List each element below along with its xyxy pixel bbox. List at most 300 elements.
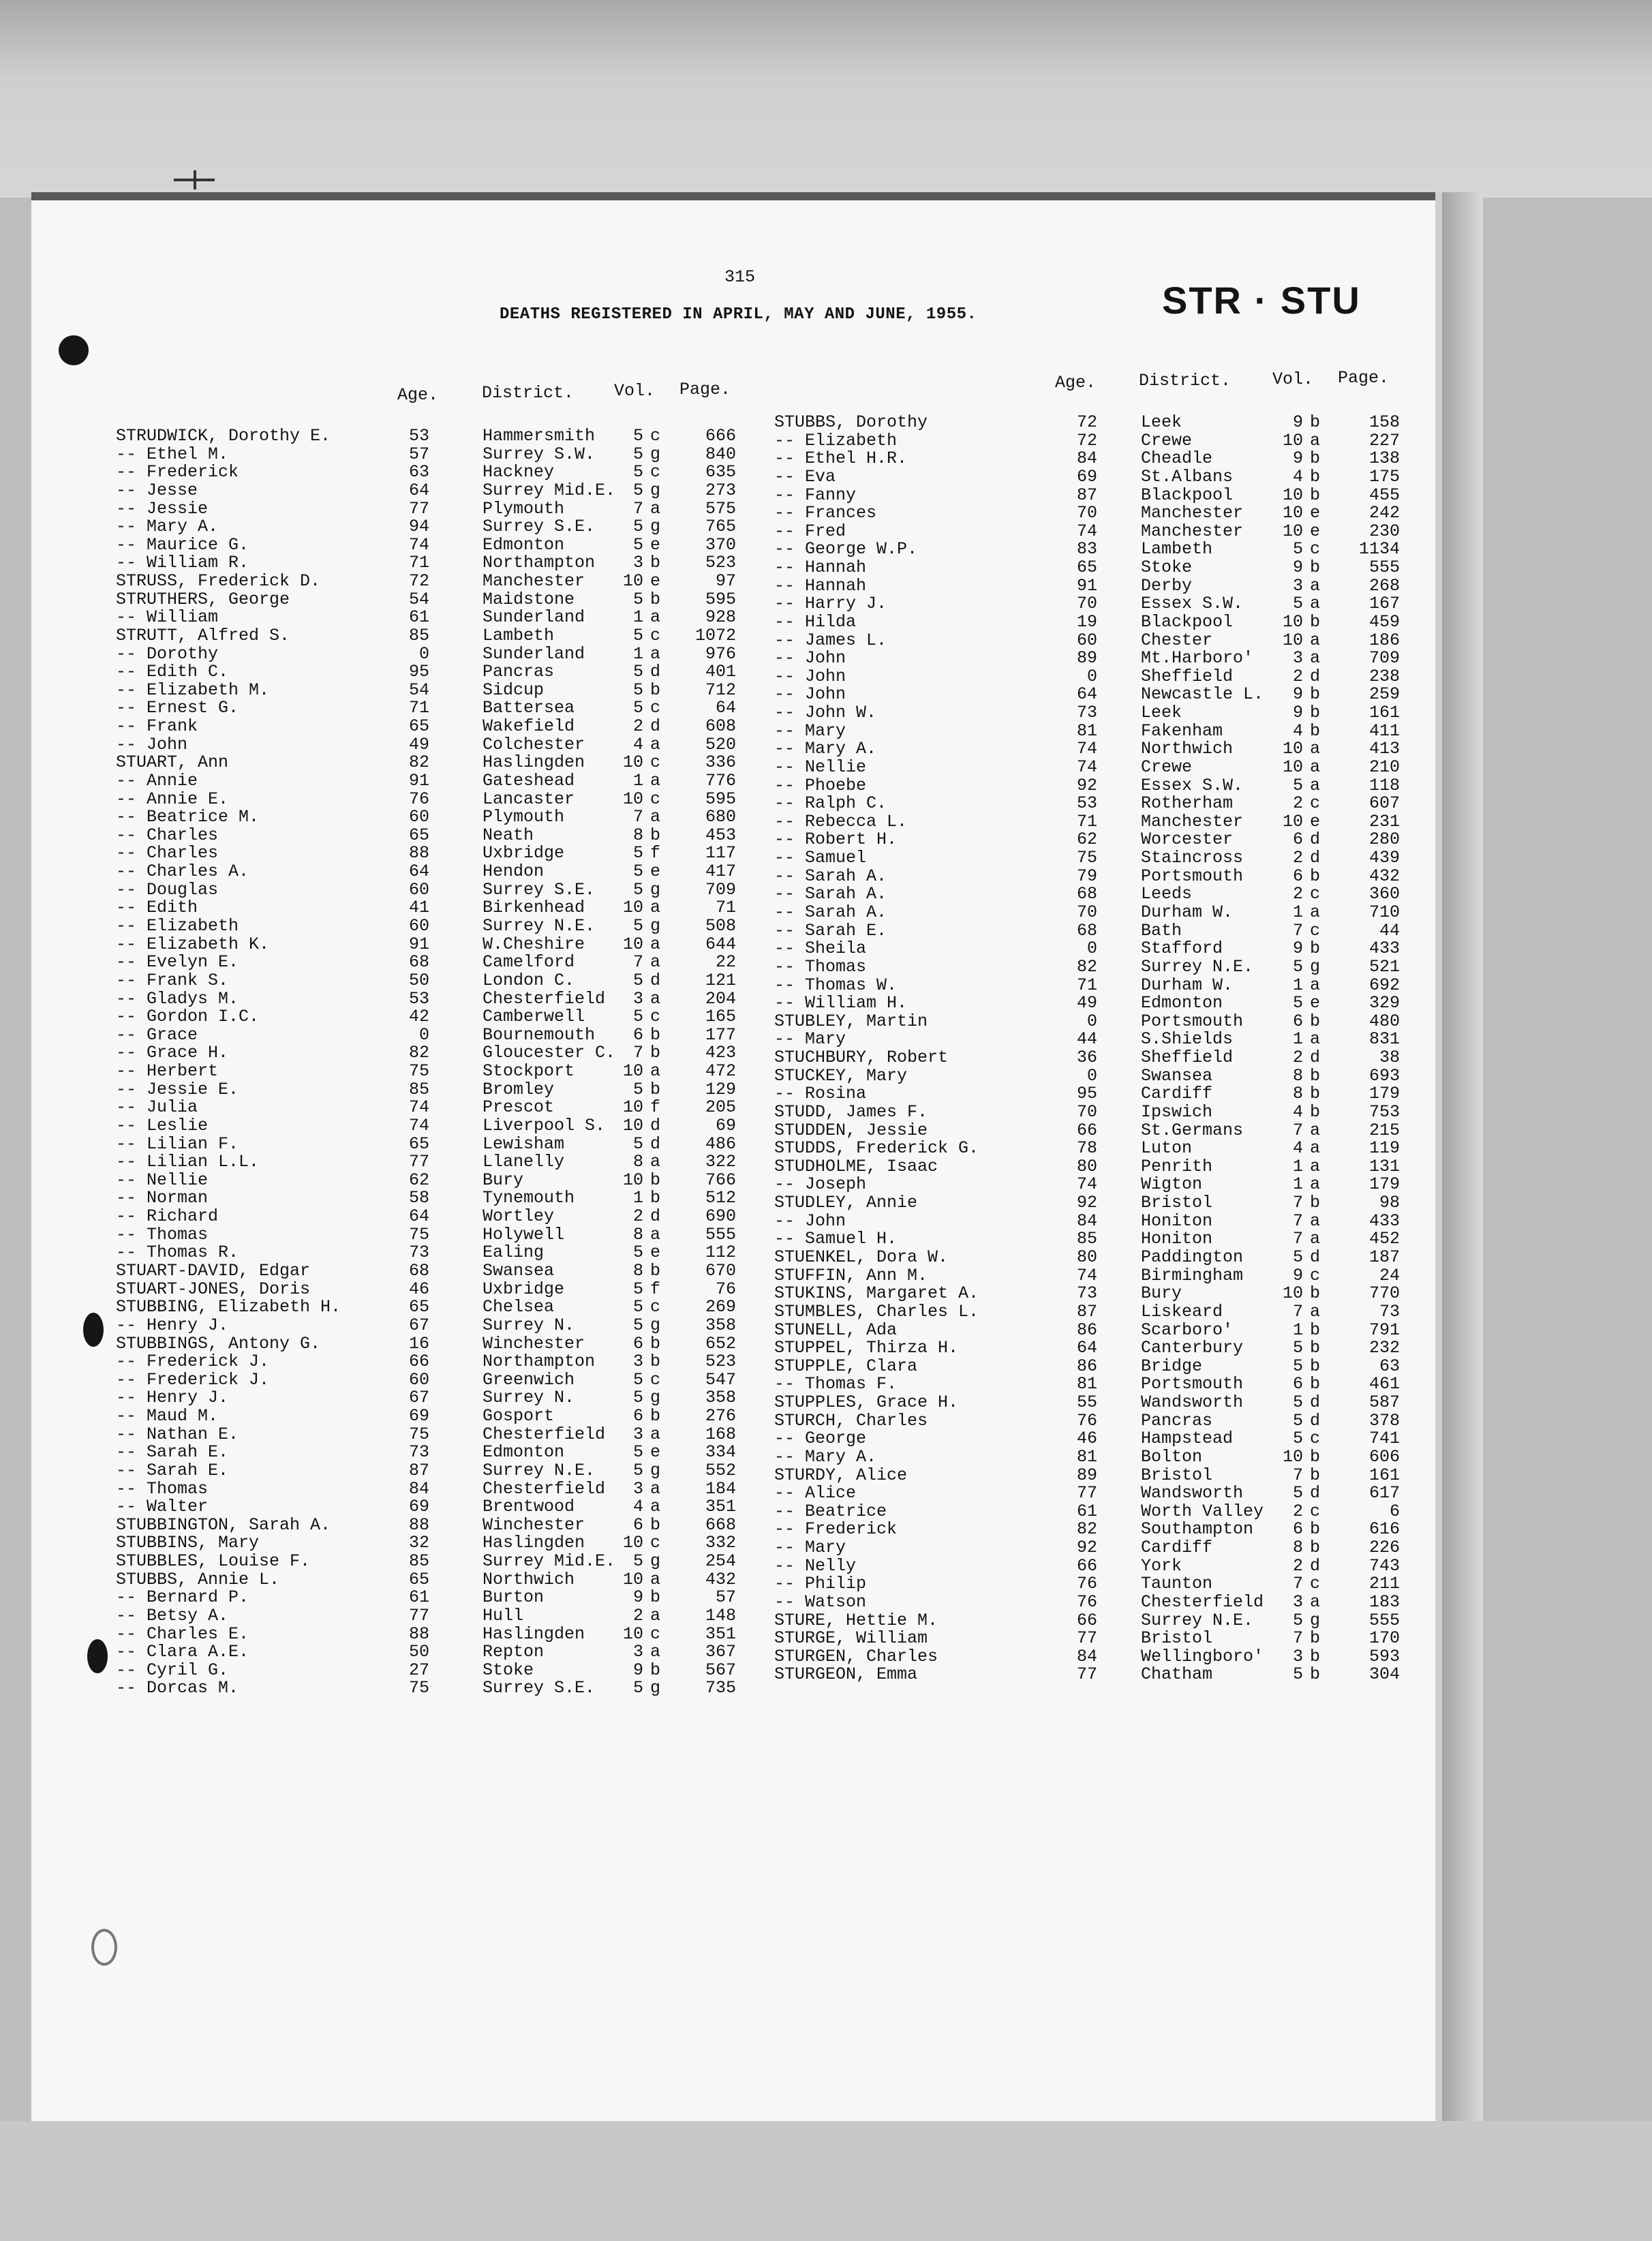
entry-page: 63	[1379, 1356, 1400, 1376]
entry-age: 16	[408, 1333, 429, 1354]
register-entry	[116, 1007, 736, 1027]
entry-page: 238	[1368, 666, 1400, 686]
entry-age: 66	[1076, 1120, 1097, 1140]
entry-page: 776	[705, 770, 736, 791]
entry-volume-letter: c	[1310, 539, 1321, 560]
entry-name: STUBBINGTON, Sarah A.	[116, 1514, 331, 1535]
entry-volume: 10	[1282, 1446, 1303, 1467]
entry-volume-letter: a	[650, 1224, 661, 1245]
entry-volume: 1	[632, 770, 643, 791]
entry-district: Chatham	[1141, 1664, 1213, 1685]
entry-page: 644	[705, 934, 736, 954]
entry-volume: 5	[632, 1079, 643, 1099]
register-entry	[774, 1248, 1408, 1266]
entry-district: Chesterfield	[483, 1478, 606, 1499]
entry-volume-letter: c	[650, 1623, 661, 1644]
entry-volume: 6	[1292, 1011, 1303, 1031]
right-header-vol: Vol.	[1272, 369, 1314, 389]
entry-volume: 5	[1292, 1338, 1303, 1358]
entry-volume: 3	[632, 988, 643, 1009]
entry-district: Essex S.W.	[1141, 775, 1244, 795]
register-entry	[774, 1103, 1408, 1121]
entry-page: 595	[705, 789, 736, 809]
register-entry	[774, 958, 1408, 976]
entry-age: 73	[408, 1442, 429, 1463]
entry-age: 77	[408, 1152, 429, 1172]
entry-volume: 4	[1292, 720, 1303, 741]
entry-volume: 9	[632, 1587, 643, 1608]
entry-district: Swansea	[1141, 1065, 1213, 1086]
entry-name: -- Beatrice	[774, 1501, 887, 1521]
entry-district: Chesterfield	[483, 988, 606, 1009]
entry-volume: 5	[1292, 1664, 1303, 1685]
entry-name: STUBBS, Dorothy	[774, 412, 928, 432]
entry-name: STUNELL, Ada	[774, 1320, 898, 1340]
entry-age: 66	[408, 1352, 429, 1372]
entry-name: -- Frederick J.	[116, 1369, 270, 1390]
entry-district: Chelsea	[483, 1297, 555, 1317]
entry-page: 766	[705, 1170, 736, 1190]
entry-name: -- John	[116, 734, 188, 754]
entry-name: -- Charles A.	[116, 862, 249, 882]
register-entry	[774, 1339, 1408, 1357]
entry-age: 69	[408, 1406, 429, 1427]
entry-age: 49	[1076, 993, 1097, 1013]
register-entry	[116, 571, 736, 592]
entry-name: -- William	[116, 607, 219, 628]
entry-district: Lambeth	[483, 625, 555, 645]
entry-volume: 10	[622, 898, 643, 918]
entry-volume: 1	[632, 643, 643, 664]
entry-volume: 5	[1292, 1410, 1303, 1431]
entry-volume: 8	[1292, 1084, 1303, 1104]
entry-district: Penrith	[1141, 1156, 1213, 1176]
entry-volume-letter: a	[650, 1605, 661, 1626]
entry-age: 92	[1076, 1193, 1097, 1213]
entry-age: 81	[1076, 1374, 1097, 1394]
entry-volume: 5	[1292, 1483, 1303, 1504]
entry-volume-letter: b	[650, 553, 661, 573]
entry-name: -- William R.	[116, 553, 249, 573]
entry-name: -- Hannah	[774, 575, 867, 596]
entry-volume-letter: b	[1310, 448, 1321, 469]
entry-name: -- Evelyn E.	[116, 952, 239, 973]
entry-volume: 9	[1292, 412, 1303, 432]
entry-volume-letter: a	[1310, 630, 1321, 650]
entry-page: 22	[715, 952, 736, 973]
entry-volume-letter: b	[650, 825, 661, 845]
entry-volume-letter: d	[650, 1206, 661, 1227]
entry-volume-letter: b	[1310, 1011, 1321, 1031]
entry-age: 74	[408, 534, 429, 555]
register-entry	[116, 716, 736, 737]
entry-age: 65	[408, 1297, 429, 1317]
register-entry	[774, 631, 1408, 650]
entry-name: -- John W.	[774, 703, 877, 723]
entry-age: 61	[408, 607, 429, 628]
entry-name: -- Elizabeth K.	[116, 934, 270, 954]
entry-age: 82	[1076, 1519, 1097, 1540]
entry-age: 64	[408, 1206, 429, 1227]
entry-volume: 1	[1292, 1029, 1303, 1050]
entry-volume-letter: a	[650, 1642, 661, 1662]
entry-district: Edmonton	[483, 1442, 565, 1463]
entry-volume: 7	[1292, 920, 1303, 941]
entry-volume: 5	[632, 1297, 643, 1317]
entry-volume: 2	[1292, 666, 1303, 686]
entry-page: 138	[1368, 448, 1400, 469]
entry-volume-letter: d	[1310, 848, 1321, 868]
entry-district: Durham W.	[1141, 902, 1234, 922]
entry-volume: 8	[632, 1152, 643, 1172]
entry-age: 88	[408, 1623, 429, 1644]
scan-background-bottom	[0, 2121, 1652, 2241]
entry-district: Holywell	[483, 1224, 565, 1245]
entry-name: -- Rosina	[774, 1084, 867, 1104]
entry-name: -- Ethel M.	[116, 444, 229, 464]
entry-district: Surrey N.E.	[1141, 956, 1254, 977]
entry-district: Prescot	[483, 1097, 555, 1118]
entry-age: 81	[1076, 1446, 1097, 1467]
entry-volume-letter: a	[650, 734, 661, 754]
entry-volume-letter: f	[650, 843, 661, 864]
entry-page: 183	[1368, 1591, 1400, 1612]
entry-volume-letter: e	[650, 862, 661, 882]
entry-volume: 2	[1292, 848, 1303, 868]
register-entry	[116, 1043, 736, 1063]
entry-age: 78	[1076, 1138, 1097, 1159]
entry-volume: 5	[632, 1315, 643, 1335]
entry-name: STUFFIN, Ann M.	[774, 1265, 928, 1285]
entry-page: 432	[1368, 866, 1400, 886]
entry-volume-letter: b	[1310, 939, 1321, 959]
entry-volume-letter: b	[1310, 866, 1321, 886]
register-entry	[774, 1357, 1408, 1375]
entry-volume-letter: b	[1310, 720, 1321, 741]
entry-page: 417	[705, 862, 736, 882]
entry-age: 81	[1076, 720, 1097, 741]
entry-page: 433	[1368, 1210, 1400, 1231]
entry-age: 27	[408, 1660, 429, 1680]
entry-age: 74	[1076, 1174, 1097, 1195]
entry-volume-letter: c	[1310, 1574, 1321, 1594]
entry-page: 205	[705, 1097, 736, 1118]
entry-volume-letter: a	[650, 643, 661, 664]
entry-age: 85	[1076, 1229, 1097, 1249]
entry-volume-letter: a	[1310, 775, 1321, 795]
entry-name: -- Hannah	[774, 558, 867, 578]
entry-age: 94	[408, 517, 429, 537]
entry-age: 74	[1076, 757, 1097, 777]
register-entry	[116, 1642, 736, 1662]
entry-district: Rotherham	[1141, 793, 1234, 814]
entry-page: 227	[1368, 430, 1400, 451]
entry-volume-letter: e	[650, 1243, 661, 1263]
entry-district: St.Germans	[1141, 1120, 1244, 1140]
entry-district: Manchester	[1141, 521, 1244, 541]
register-entry	[774, 1647, 1408, 1666]
entry-page: 670	[705, 1260, 736, 1281]
entry-district: Pancras	[483, 662, 555, 682]
entry-volume-letter: c	[650, 698, 661, 718]
register-entry	[774, 431, 1408, 450]
entry-district: Fakenham	[1141, 720, 1223, 741]
entry-volume: 10	[622, 752, 643, 773]
entry-page: 351	[705, 1623, 736, 1644]
register-entry	[774, 1012, 1408, 1031]
entry-page: 44	[1379, 920, 1400, 941]
entry-name: STUDDEN, Jessie	[774, 1120, 928, 1140]
entry-page: 131	[1368, 1156, 1400, 1176]
entry-volume: 5	[632, 662, 643, 682]
entry-name: -- Frank	[116, 716, 198, 737]
entry-age: 61	[1076, 1501, 1097, 1521]
register-entry	[116, 680, 736, 700]
entry-volume: 5	[632, 444, 643, 464]
entry-district: Surrey N.	[483, 1388, 575, 1408]
entry-volume: 5	[632, 480, 643, 500]
register-entry	[116, 970, 736, 990]
entry-district: Manchester	[1141, 811, 1244, 832]
register-entry	[116, 752, 736, 773]
register-entry	[116, 1442, 736, 1463]
entry-name: STUKINS, Margaret A.	[774, 1283, 979, 1304]
entry-volume: 10	[622, 1115, 643, 1135]
entry-district: Portsmouth	[1141, 1011, 1244, 1031]
entry-name: -- Hilda	[774, 611, 857, 632]
entry-page: 555	[1368, 1610, 1400, 1630]
entry-name: -- Leslie	[116, 1115, 209, 1135]
entry-volume: 10	[1282, 485, 1303, 505]
entry-age: 76	[1076, 1574, 1097, 1594]
entry-district: Paddington	[1141, 1247, 1244, 1267]
entry-page: 97	[715, 571, 736, 592]
entry-age: 64	[1076, 1338, 1097, 1358]
entry-name: -- William H.	[774, 993, 908, 1013]
entry-page: 351	[705, 1497, 736, 1517]
entry-volume-letter: b	[650, 1660, 661, 1680]
entry-district: Repton	[483, 1642, 545, 1662]
entry-volume: 5	[632, 1460, 643, 1480]
entry-district: Stafford	[1141, 939, 1223, 959]
entry-page: 210	[1368, 757, 1400, 777]
entry-district: Brentwood	[483, 1497, 575, 1517]
entry-volume: 9	[1292, 448, 1303, 469]
entry-page: 606	[1368, 1446, 1400, 1467]
entry-page: 170	[1368, 1628, 1400, 1649]
entry-name: -- Sarah A.	[774, 902, 887, 922]
entry-name: -- Mary	[774, 1029, 846, 1050]
register-entry	[774, 1611, 1408, 1630]
entry-volume-letter: a	[650, 607, 661, 628]
entry-volume: 5	[632, 1007, 643, 1027]
entry-district: Northwich	[483, 1569, 575, 1589]
register-entry	[774, 1121, 1408, 1140]
entry-volume-letter: a	[1310, 594, 1321, 614]
entry-age: 0	[1086, 939, 1097, 959]
entry-volume: 10	[1282, 739, 1303, 759]
entry-name: -- Frank S.	[116, 970, 229, 990]
entry-age: 87	[408, 1460, 429, 1480]
entry-volume: 10	[622, 1623, 643, 1644]
register-entry	[774, 522, 1408, 540]
entry-district: Honiton	[1141, 1229, 1213, 1249]
entry-volume-letter: g	[650, 1460, 661, 1480]
entry-name: -- Harry J.	[774, 594, 887, 614]
entry-volume: 5	[1292, 594, 1303, 614]
entry-volume-letter: a	[1310, 648, 1321, 669]
entry-age: 84	[1076, 448, 1097, 469]
register-entry	[116, 1133, 736, 1154]
entry-name: -- Grace	[116, 1024, 198, 1045]
register-entry	[774, 1484, 1408, 1502]
register-entry	[774, 1593, 1408, 1611]
entry-district: Greenwich	[483, 1369, 575, 1390]
entry-district: Hendon	[483, 862, 545, 882]
entry-volume: 4	[632, 1497, 643, 1517]
entry-page: 552	[705, 1460, 736, 1480]
entry-district: Stoke	[483, 1660, 534, 1680]
entry-name: -- Charles	[116, 843, 219, 864]
entry-district: Liskeard	[1141, 1301, 1223, 1322]
entry-name: -- Dorothy	[116, 643, 219, 664]
entry-district: Bridge	[1141, 1356, 1203, 1376]
entry-page: 57	[715, 1587, 736, 1608]
entry-page: 168	[705, 1424, 736, 1444]
entry-name: -- Thomas R.	[116, 1243, 239, 1263]
entry-page: 712	[705, 680, 736, 700]
entry-page: 976	[705, 643, 736, 664]
entry-name: -- Philip	[774, 1574, 867, 1594]
entry-volume: 5	[632, 1369, 643, 1390]
entry-volume: 7	[632, 498, 643, 519]
entry-district: Sheffield	[1141, 666, 1234, 686]
entry-page: 411	[1368, 720, 1400, 741]
entry-volume-letter: d	[650, 970, 661, 990]
entry-district: Bristol	[1141, 1193, 1213, 1213]
entry-page: 472	[705, 1061, 736, 1082]
entry-page: 165	[705, 1007, 736, 1027]
entry-volume-letter: a	[650, 988, 661, 1009]
entry-age: 76	[1076, 1410, 1097, 1431]
entry-name: -- Lilian F.	[116, 1133, 239, 1154]
entry-volume-letter: b	[1310, 1646, 1321, 1666]
entry-district: Staincross	[1141, 848, 1244, 868]
register-entry	[116, 1188, 736, 1208]
entry-district: Haslingden	[483, 1623, 585, 1644]
entry-page: 709	[705, 879, 736, 900]
entry-age: 91	[408, 770, 429, 791]
entry-volume: 5	[632, 862, 643, 882]
entry-district: Canterbury	[1141, 1338, 1244, 1358]
entry-name: -- Jesse	[116, 480, 198, 500]
punch-hole-1	[59, 335, 89, 365]
entry-district: Colchester	[483, 734, 585, 754]
entry-volume: 9	[1292, 703, 1303, 723]
entry-name: STRUTHERS, George	[116, 589, 290, 609]
entry-name: STUBLEY, Martin	[774, 1011, 928, 1031]
entry-age: 66	[1076, 1610, 1097, 1630]
entry-age: 77	[1076, 1664, 1097, 1685]
entry-volume: 7	[1292, 1120, 1303, 1140]
entry-page: 184	[705, 1478, 736, 1499]
register-entry	[774, 703, 1408, 722]
entry-volume-letter: g	[650, 1388, 661, 1408]
entry-name: -- Elizabeth	[774, 430, 898, 451]
entry-page: 161	[1368, 1465, 1400, 1485]
entry-age: 75	[408, 1424, 429, 1444]
entry-volume: 1	[1292, 1320, 1303, 1340]
entry-volume: 6	[632, 1406, 643, 1427]
entry-district: Edmonton	[483, 534, 565, 555]
entry-name: STUART, Ann	[116, 752, 229, 773]
entry-district: Cardiff	[1141, 1538, 1213, 1558]
entry-name: -- Edith	[116, 898, 198, 918]
entry-page: 280	[1368, 829, 1400, 850]
entry-age: 74	[1076, 739, 1097, 759]
register-entry	[116, 770, 736, 791]
entry-page: 831	[1368, 1029, 1400, 1050]
entry-district: Scarboro'	[1141, 1320, 1234, 1340]
entry-name: STURDY, Alice	[774, 1465, 908, 1485]
entry-volume: 10	[1282, 811, 1303, 832]
register-entry	[774, 1175, 1408, 1193]
entry-age: 60	[408, 1369, 429, 1390]
register-entry	[116, 1097, 736, 1118]
entry-district: Liverpool S.	[483, 1115, 606, 1135]
entry-page: 743	[1368, 1555, 1400, 1576]
entry-district: Bath	[1141, 920, 1182, 941]
register-entry	[774, 685, 1408, 703]
entry-page: 616	[1368, 1519, 1400, 1540]
entry-district: Essex S.W.	[1141, 594, 1244, 614]
entry-volume: 10	[1282, 503, 1303, 523]
entry-volume-letter: b	[650, 1514, 661, 1535]
register-entry	[116, 1079, 736, 1099]
entry-volume: 7	[1292, 1574, 1303, 1594]
entry-page: 269	[705, 1297, 736, 1317]
entry-volume: 5	[632, 462, 643, 483]
entry-age: 54	[408, 589, 429, 609]
entry-district: Plymouth	[483, 807, 565, 827]
register-entry	[116, 1569, 736, 1589]
entry-volume-letter: a	[650, 1497, 661, 1517]
entry-district: Sidcup	[483, 680, 545, 700]
entry-volume-letter: b	[1310, 1283, 1321, 1304]
entry-volume-letter: f	[650, 1097, 661, 1118]
entry-age: 87	[1076, 485, 1097, 505]
entry-name: -- Annie E.	[116, 789, 229, 809]
entry-volume-letter: b	[1310, 703, 1321, 723]
entry-district: Gosport	[483, 1406, 555, 1427]
entry-volume: 5	[632, 534, 643, 555]
register-entry	[774, 1665, 1408, 1683]
entry-page: 204	[705, 988, 736, 1009]
entry-page: 459	[1368, 611, 1400, 632]
register-entry	[774, 667, 1408, 686]
entry-volume-letter: a	[1310, 1210, 1321, 1231]
entry-name: STUDLEY, Annie	[774, 1193, 918, 1213]
register-entry	[774, 1193, 1408, 1212]
entry-name: -- Samuel H.	[774, 1229, 898, 1249]
entry-district: Taunton	[1141, 1574, 1213, 1594]
entry-name: STRUSS, Frederick D.	[116, 571, 321, 592]
entry-district: Winchester	[483, 1514, 585, 1535]
register-entry	[116, 444, 736, 464]
entry-volume-letter: d	[1310, 1410, 1321, 1431]
entry-name: -- Sarah E.	[774, 920, 887, 941]
register-entry	[774, 1429, 1408, 1448]
